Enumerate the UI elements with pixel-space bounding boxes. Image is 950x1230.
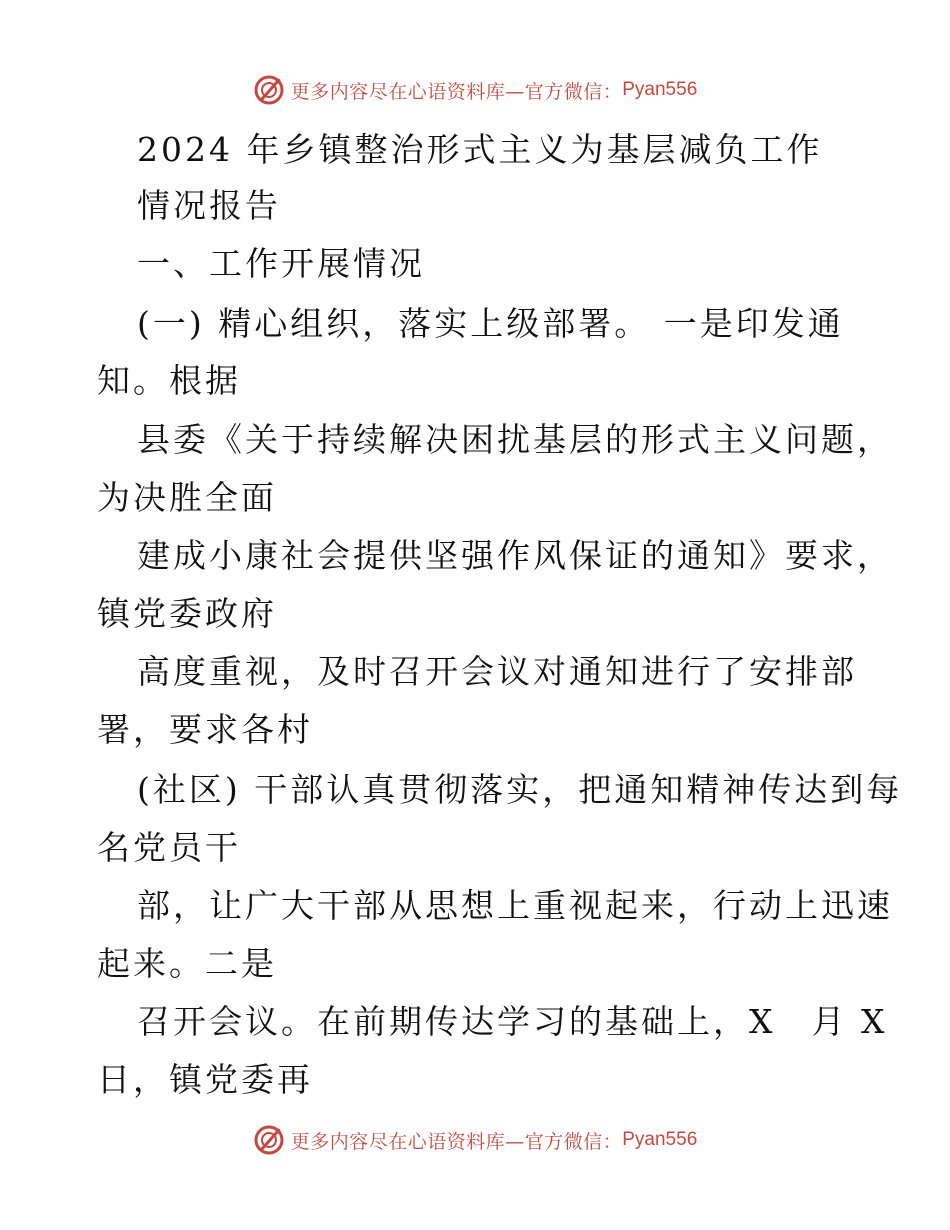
paragraph-line: 高度重视，及时召开会议对通知进行了安排部: [137, 652, 857, 691]
paragraph-line: 镇党委政府: [97, 594, 277, 633]
paragraph-line: 署，要求各村: [97, 710, 313, 749]
paragraph-line: 为决胜全面: [97, 478, 277, 517]
paragraph-line: 召开会议。在前期传达学习的基础上，X 月 X: [137, 1002, 888, 1041]
watermark-text: 更多内容尽在心语资料库—官方微信：: [290, 1130, 623, 1153]
paragraph-line: 知。根据: [97, 361, 241, 400]
doc-title-line-1: 2024 年乡镇整治形式主义为基层减负工作: [137, 130, 823, 169]
brush-logo-icon: [253, 74, 285, 106]
paragraph-line: 部，让广大干部从思想上重视起来，行动上迅速: [137, 886, 893, 925]
watermark-id: Pyan556: [622, 1129, 698, 1150]
brush-logo-icon: [253, 1124, 285, 1156]
paragraph-line: (社区) 干部认真贯彻落实，把通知精神传达到每: [137, 770, 903, 809]
section-heading: 一、工作开展情况: [137, 244, 425, 283]
header-watermark: [0, 70, 950, 110]
paragraph-line: 日，镇党委再: [97, 1060, 313, 1099]
paragraph-line: 起来。二是: [97, 944, 277, 983]
watermark-id: Pyan556: [622, 79, 698, 100]
paragraph-line: (一) 精心组织，落实上级部署。 一是印发通: [137, 304, 844, 343]
paragraph-line: 名党员干: [97, 828, 241, 867]
doc-title-line-2: 情况报告: [137, 186, 281, 225]
footer-watermark: [0, 1120, 950, 1160]
paragraph-line: 县委《关于持续解决困扰基层的形式主义问题，: [137, 420, 893, 459]
watermark-text: 更多内容尽在心语资料库—官方微信：: [290, 80, 623, 103]
paragraph-line: 建成小康社会提供坚强作风保证的通知》要求，: [137, 536, 893, 575]
